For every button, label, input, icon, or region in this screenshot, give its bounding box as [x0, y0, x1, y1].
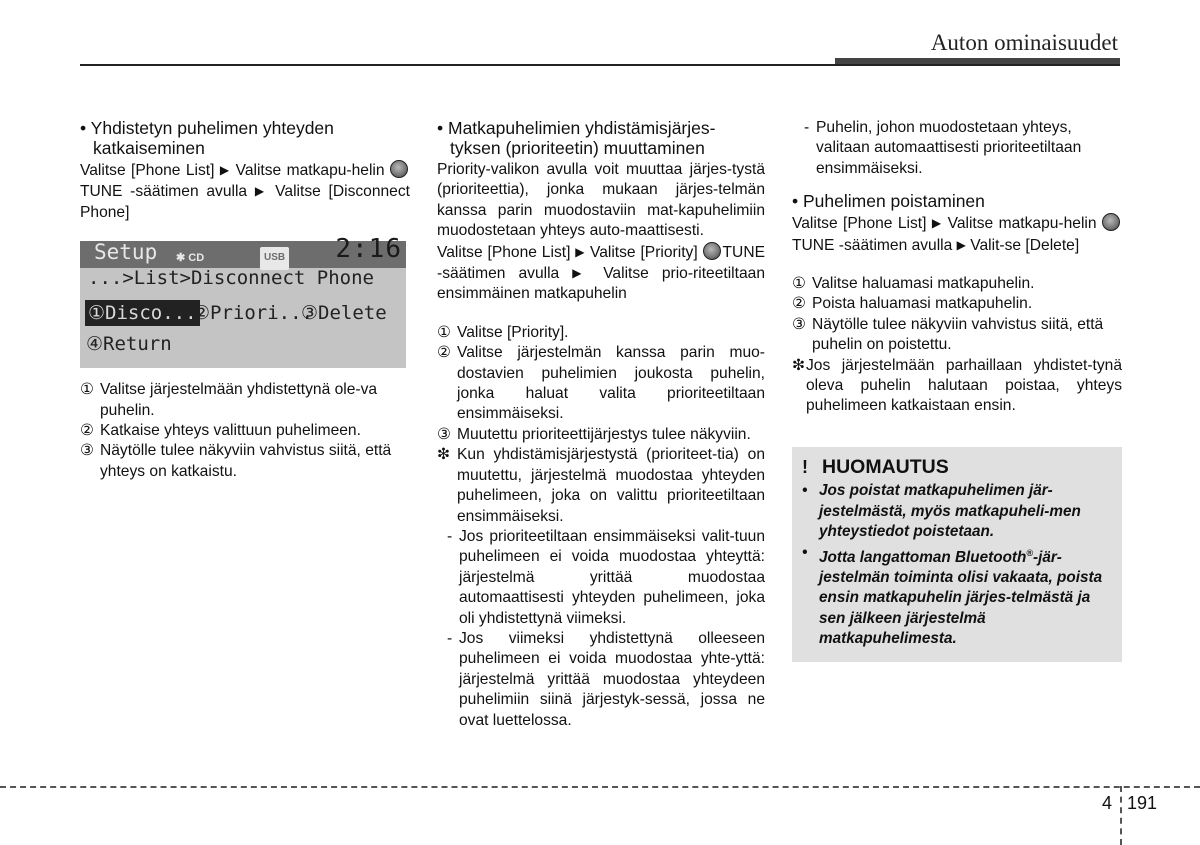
list-item: [792, 315, 1122, 356]
step-text: Näytölle tulee näkyviin vahvistus siitä, että puhelin on poistettu.: [812, 315, 1104, 354]
screen-option-priority: ②Priori...: [193, 302, 313, 325]
dash-item: - Jos prioriteetiltaan ensimmäiseksi valit-tuun puhelimeen ei voida muodostaa yhteyttä: järjestelmä yrittää muodostaa automaattisesti yhteyden puhelimeen, joka oli yhdistettynä viimeksi.: [437, 527, 765, 629]
notice-item: • Jotta langattoman Bluetooth®-jär-jestelmän toiminta olisi vakaata, poista ensin matkapuhelin järjes-telmästä ja sen jälkeen järjestelmä matkapuhelimesta.: [802, 543, 1112, 650]
description-paragraph: Priority-valikon avulla voit muuttaa järjes-tystä (prioriteettia), jonka mukaan järjes-telmän kanssa parin muodostaviin mat-kapuhelimiin muodostetaan yhteys auto-maattisesti.: [437, 161, 765, 240]
notice-title-text: HUOMAUTUS: [822, 455, 949, 478]
section-heading: • Puhelimen poistaminen: [792, 191, 985, 212]
step-text: Poista haluamasi matkapuhelin.: [812, 295, 1033, 313]
arrow-icon: ▶: [219, 163, 231, 177]
notice-text-part: Jotta langattoman Bluetooth: [819, 548, 1027, 566]
column-2: [437, 118, 765, 731]
column-3: [792, 118, 1122, 662]
tune-knob-icon: [390, 160, 408, 178]
section-heading: [80, 118, 410, 158]
step-number: ①: [437, 323, 451, 341]
instruction-text: Valitse [Phone List]: [437, 243, 571, 261]
screen-title: Setup: [94, 240, 158, 265]
usb-icon: USB: [260, 247, 289, 269]
heading-line: katkaiseminen: [93, 138, 205, 158]
section-title: Auton ominaisuudet: [930, 30, 1118, 55]
step-text: Katkaise yhteys valittuun puhelimeen.: [100, 422, 361, 440]
star-note-icon: ❇: [792, 356, 806, 374]
radio-display-screenshot: [80, 234, 406, 368]
instruction-text: Valitse matkapu-helin: [235, 162, 385, 179]
instruction-text: Valitse [Phone List]: [80, 162, 215, 179]
exclamation-icon: !: [802, 456, 808, 477]
list-item: [437, 425, 765, 445]
dash-item-text: Puhelin, johon muodostetaan yhteys, valitaan automaattisesti prioriteetiltaan ensimmäiseksi.: [816, 119, 1082, 177]
notice-item: • Jos poistat matkapuhelimen jär-jestelmästä, myös matkapuheli-men yhteystiedot poistetaan.: [802, 481, 1112, 542]
step-text: Valitse [Priority].: [457, 323, 569, 341]
list-item: [80, 380, 410, 421]
list-item: [437, 323, 765, 343]
step-text: Valitse järjestelmään yhdistettynä ole-va puhelin.: [100, 381, 378, 419]
registered-mark: ®: [1026, 547, 1033, 558]
instruction-text: TUNE -säätimen avulla: [792, 236, 953, 254]
instruction-paragraph: [80, 160, 410, 223]
step-text: Näytölle tulee näkyviin vahvistus siitä, että yhteys on katkaistu.: [100, 442, 392, 480]
screen-menu-path: ...>List>Disconnect Phone: [88, 267, 374, 290]
arrow-icon: ▶: [956, 237, 966, 252]
chapter-number: 4: [1102, 793, 1113, 813]
instruction-text: Valit-se [Delete]: [970, 236, 1080, 254]
column-1: [80, 118, 410, 482]
star-note-text: Kun yhdistämisjärjestystä (prioriteet-tia) on muutettu, järjestelmä muodostaa yhteyden puhelimeen, joka on valittu prioriteetiltaan ensimmäiseksi.: [457, 446, 765, 525]
step-number: ③: [792, 315, 806, 333]
screen-clock: 2:16: [335, 234, 402, 265]
instruction-text: Valitse matkapu-helin: [947, 215, 1097, 233]
notice-item-text: [819, 543, 1112, 650]
step-number: ①: [792, 275, 806, 293]
step-number: ①: [80, 381, 94, 399]
instruction-paragraph: [792, 213, 1122, 256]
list-item: [437, 343, 765, 425]
screen-option-return: ④Return: [86, 333, 172, 356]
instruction-text: Valitse [Phone List]: [792, 215, 927, 233]
screen-option-delete: ③Delete: [301, 302, 387, 325]
footer-divider: [1120, 786, 1122, 845]
tune-knob-icon: [703, 242, 721, 260]
header-rule: [80, 64, 1120, 66]
list-item: [80, 421, 410, 441]
screen-option-disconnect: ①Disco...: [85, 300, 200, 326]
arrow-icon: ▶: [931, 216, 943, 231]
notice-text-part: -jär-jestelmän toiminta olisi vakaata, poista ensin matkapuhelin järjes-telmästä ja sen jälkeen järjestelmä matkapuhelimesta.: [819, 548, 1103, 648]
screen-status-bar: [80, 234, 406, 268]
arrow-icon: ▶: [572, 266, 591, 281]
instruction-text: TUNE -säätimen avulla: [80, 183, 248, 201]
dash-item-text: Jos viimeksi yhdistettynä olleeseen puhelimeen ei voida muodostaa yhte-yttä: järjestelmä yrittää muodostaa yhteydeen puhelimiin siinä järjestyk-sessä, jossa ne ovat luettelossa.: [459, 629, 765, 729]
star-note: [792, 356, 1122, 417]
instruction-text: Valitse prio-riteetiltaan ensimmäinen matkapuhelin: [437, 265, 765, 303]
heading-line: • Yhdistetyn puhelimen yhteyden: [80, 118, 334, 138]
notice-title: [802, 457, 1112, 477]
step-number: ③: [437, 425, 451, 443]
step-text: Valitse haluamasi matkapuhelin.: [812, 275, 1035, 293]
step-number: ②: [80, 422, 94, 440]
heading-line: • Matkapuhelimien yhdistämisjärjes-: [437, 118, 716, 138]
notice-box: [792, 447, 1122, 662]
step-number: ③: [80, 442, 94, 460]
instruction-paragraph: [437, 242, 765, 305]
page-number: 191: [1127, 793, 1158, 813]
list-item: [792, 274, 1122, 294]
list-item: [792, 294, 1122, 314]
star-note: [437, 445, 765, 527]
dash-item-text: Jos prioriteetiltaan ensimmäiseksi valit-tuun puhelimeen ei voida muodostaa yhteyttä: järjestelmä yrittää muodostaa automaattisesti yhteyden puhelimeen, joka oli yhdistettynä viimeksi.: [459, 527, 765, 627]
list-item: [80, 441, 410, 482]
step-number: ②: [437, 344, 451, 362]
arrow-icon: ▶: [575, 244, 586, 259]
instruction-text: Valitse [Priority]: [589, 243, 698, 261]
star-note-text: Jos järjestelmään parhaillaan yhdistet-tynä oleva puhelin halutaan poistaa, yhteys puhelimeen katkaistaan ensin.: [806, 356, 1122, 415]
notice-item-text: Jos poistat matkapuhelimen jär-jestelmästä, myös matkapuheli-men yhteystiedot poistetaan.: [819, 482, 1081, 541]
section-heading: [437, 118, 765, 158]
step-text: Muutettu prioriteettijärjestys tulee näkyviin.: [457, 425, 751, 443]
star-note-icon: ❇: [437, 446, 451, 464]
bluetooth-cd-icon: ✱ CD: [176, 252, 205, 265]
dash-item: - Jos viimeksi yhdistettynä olleeseen puhelimeen ei voida muodostaa yhte-yttä: järjestelmä yrittää muodostaa yhteydeen puhelimiin siinä järjestyk-sessä, jossa ne ovat luettelossa.: [437, 629, 765, 731]
step-text: Valitse järjestelmän kanssa parin muo-dostavien puhelimien joukosta puhelin, jonka haluat valita prioriteetiltaan ensimmäiseksi.: [457, 344, 765, 423]
arrow-icon: ▶: [254, 184, 268, 199]
step-number: ②: [792, 295, 806, 313]
dash-item: - Puhelin, johon muodostetaan yhteys, valitaan automaattisesti prioriteetiltaan ensimmäiseksi.: [792, 118, 1122, 179]
footer-rule: [0, 786, 1200, 788]
instruction-text: Valitse [Disconnect Phone]: [80, 183, 410, 221]
tune-knob-icon: [1102, 213, 1120, 231]
instruction-text: TUNE -säätimen avulla: [437, 243, 765, 283]
heading-line: tyksen (prioriteetin) muuttaminen: [450, 138, 705, 158]
